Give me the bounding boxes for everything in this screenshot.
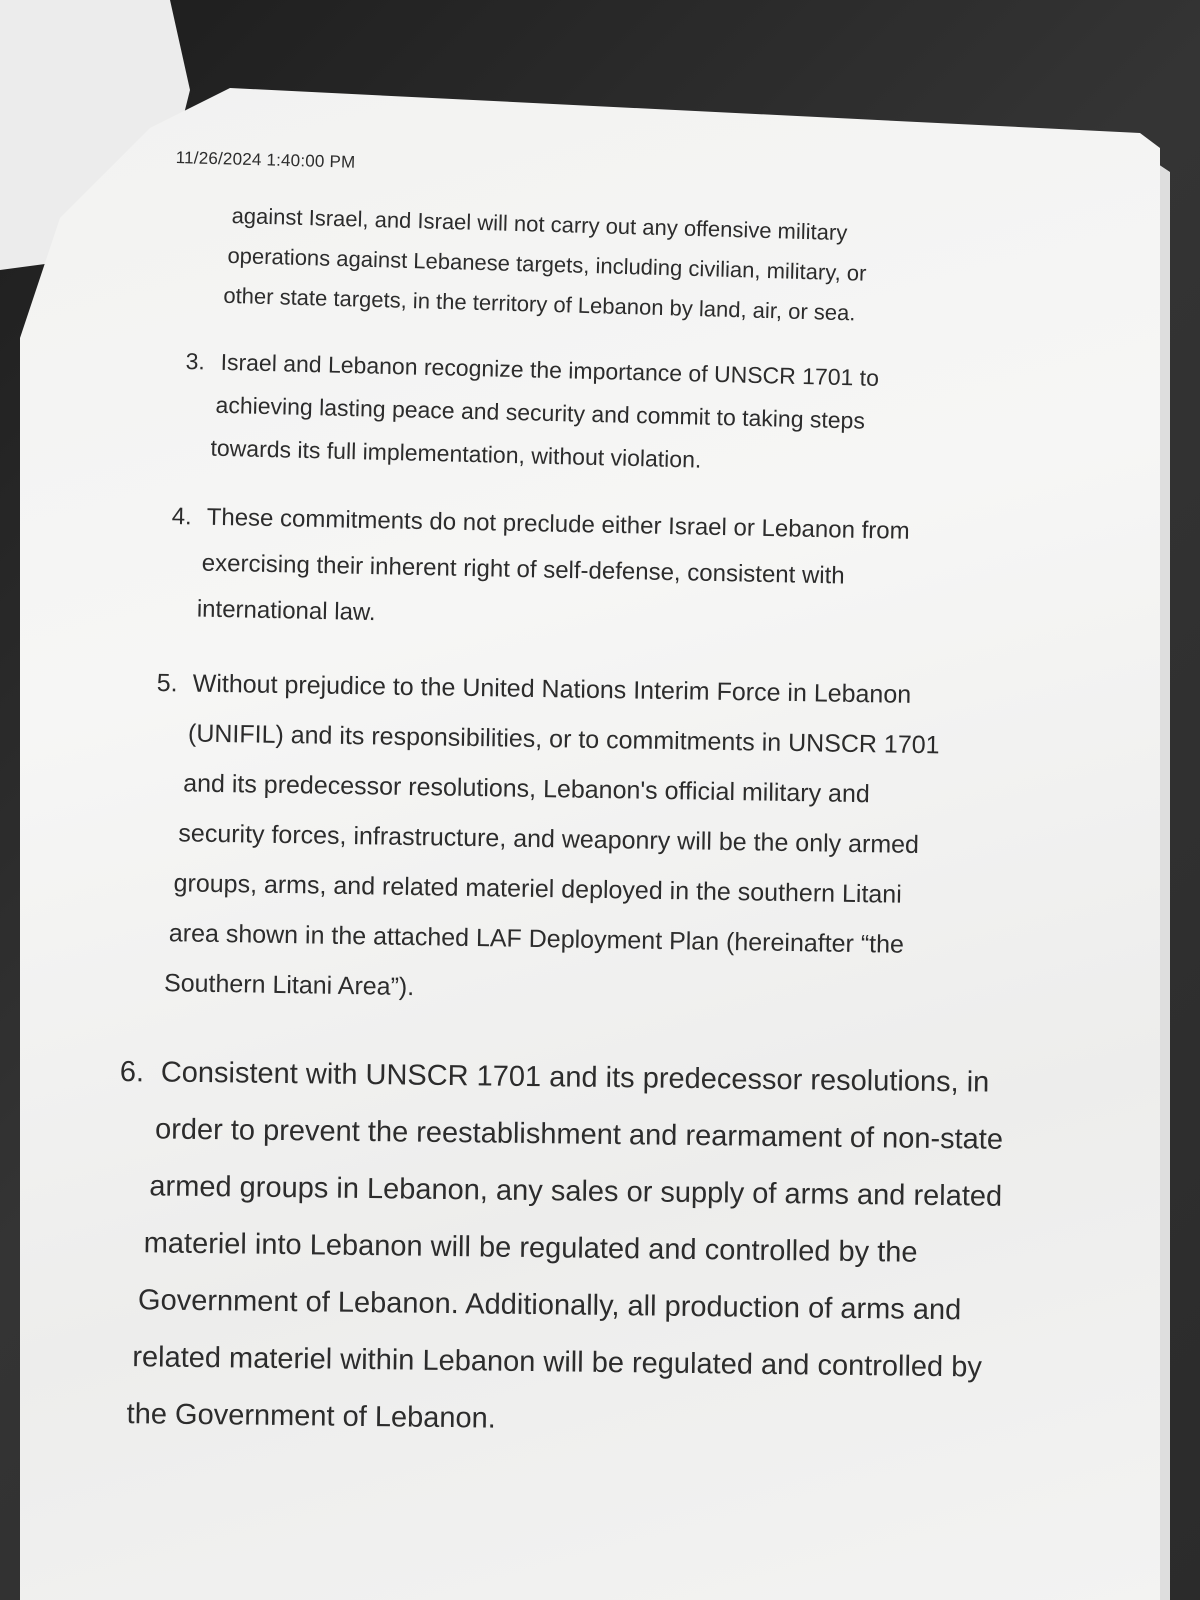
list-item-line: the Government of Lebanon. <box>126 1398 496 1435</box>
list-item-line: related materiel within Lebanon will be regulated and controlled by <box>132 1341 983 1384</box>
list-item-line: Without prejudice to the United Nations Interim Force in Lebanon <box>192 669 912 709</box>
paragraph-line: against Israel, and Israel will not carry out any offensive military <box>231 203 848 246</box>
list-item-line: Government of Lebanon. Additionally, all production of arms and <box>137 1284 962 1327</box>
list-item-line: Southern Litani Area”). <box>163 969 415 1002</box>
list-item-number: 4. <box>171 503 193 531</box>
list-item-line: international law. <box>196 595 376 627</box>
list-item-line: exercising their inherent right of self-defense, consistent with <box>201 549 845 590</box>
list-item-line: These commitments do not preclude either Israel or Lebanon from <box>206 503 910 545</box>
list-item-line: Consistent with UNSCR 1701 and its predecessor resolutions, in <box>160 1056 990 1099</box>
paragraph-line: operations against Lebanese targets, including civilian, military, or <box>227 242 867 286</box>
list-item-line: towards its full implementation, without violation. <box>210 434 702 473</box>
paragraph-line: other state targets, in the territory of Lebanon by land, air, or sea. <box>223 282 856 326</box>
list-item-line: area shown in the attached LAF Deployment Plan (hereinafter “the <box>168 919 905 959</box>
list-item-line: order to prevent the reestablishment and rearmament of non-state <box>154 1113 1004 1156</box>
list-item-line: achieving lasting peace and security and commit to taking steps <box>215 391 866 434</box>
list-item-line: (UNIFIL) and its responsibilities, or to commitments in UNSCR 1701 <box>187 719 940 760</box>
list-item-line: and its predecessor resolutions, Lebanon's official military and <box>182 769 870 809</box>
list-item-line: armed groups in Lebanon, any sales or supply of arms and related <box>149 1170 1003 1213</box>
list-item-line: security forces, infrastructure, and weaponry will be the only armed <box>178 819 920 859</box>
list-item-line: materiel into Lebanon will be regulated and controlled by the <box>143 1227 918 1269</box>
list-item-number: 6. <box>119 1056 145 1089</box>
list-item-line: groups, arms, and related materiel deployed in the southern Litani <box>173 869 902 909</box>
print-timestamp: 11/26/2024 1:40:00 PM <box>175 148 356 172</box>
list-item-number: 5. <box>156 669 178 698</box>
list-item-line: Israel and Lebanon recognize the importance of UNSCR 1701 to <box>220 348 880 391</box>
list-item-number: 3. <box>185 348 206 375</box>
